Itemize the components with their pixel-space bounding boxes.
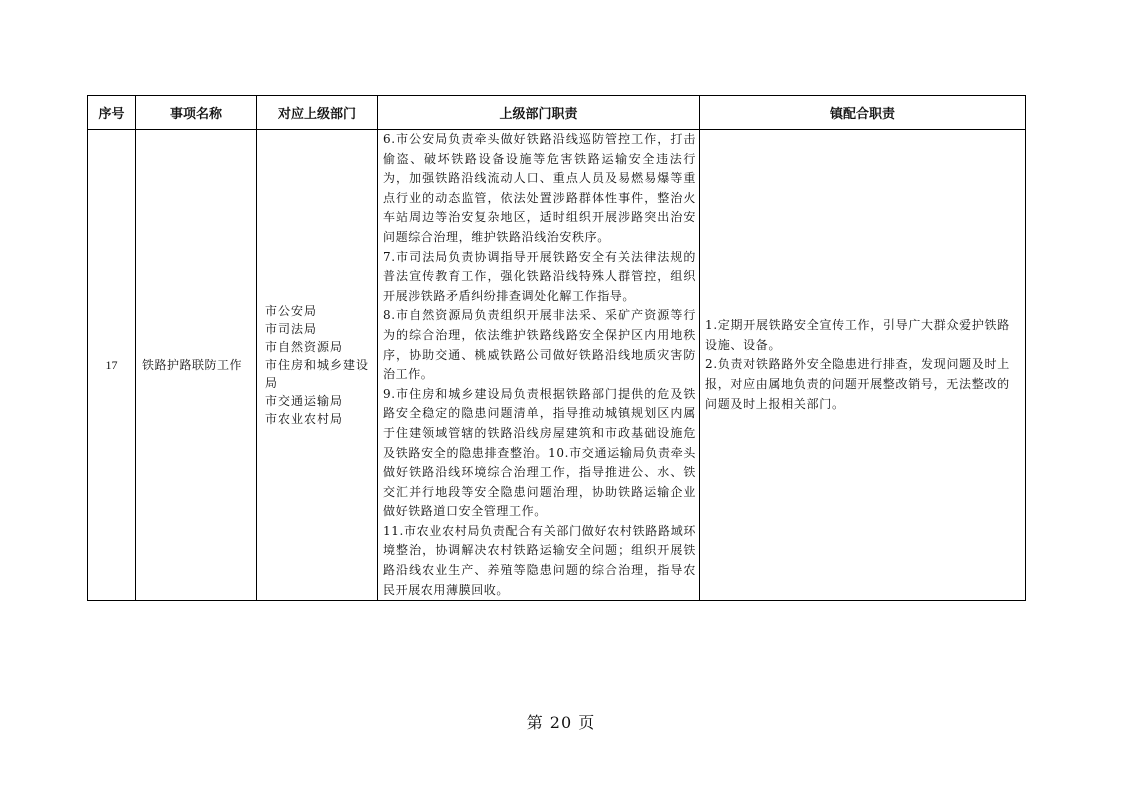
row-town-duties xyxy=(700,130,1026,601)
row-number: 17 xyxy=(88,130,136,601)
page-number: 第 20 页 xyxy=(526,713,596,732)
town-duty-paragraph: 1.定期开展铁路安全宣传工作，引导广大群众爱护铁路设施、设备。 xyxy=(705,318,1010,352)
header-superior-department: 对应上级部门 xyxy=(257,96,378,130)
department-item: 市自然资源局 xyxy=(265,340,344,355)
header-superior-duties: 上级部门职责 xyxy=(378,96,700,130)
header-item-name: 事项名称 xyxy=(136,96,257,130)
table-header-row xyxy=(88,96,1026,130)
department-item: 市住房和城乡建设局 xyxy=(265,358,370,391)
duty-paragraph: 11.市农业农村局负责配合有关部门做好农村铁路路域环境整治，协调解决农村铁路运输安全问题；组织开展铁路沿线农业生产、养殖等隐患问题的综合治理，指导农民开展农用薄膜回收。 xyxy=(383,523,696,597)
duty-paragraph: 7.市司法局负责协调指导开展铁路安全有关法律法规的普法宣传教育工作，强化铁路沿线特殊人群管控，组织开展涉铁路矛盾纠纷排查调处化解工作指导。 xyxy=(383,249,696,303)
department-item: 市司法局 xyxy=(265,322,318,337)
department-item: 市农业农村局 xyxy=(265,412,344,427)
row-departments xyxy=(257,130,378,601)
header-town-duties: 镇配合职责 xyxy=(700,96,1026,130)
department-item: 市公安局 xyxy=(265,304,318,319)
row-item-name: 铁路护路联防工作 xyxy=(136,130,257,601)
duty-paragraph: 9.市住房和城乡建设局负责根据铁路部门提供的危及铁路安全稳定的隐患问题清单，指导推动城镇规划区内属于住建领域管辖的铁路沿线房屋建筑和市政基础设施危及铁路安全的隐患排查整治。10.市交通运输局负责牵头做好铁路沿线环境综合治理工作，指导推进公、水、铁交汇并行地段等安全隐患问题治理，协助铁路运输企业做好铁路道口安全管理工作。 xyxy=(383,386,696,519)
duty-paragraph: 6.市公安局负责牵头做好铁路沿线巡防管控工作，打击偷盗、破坏铁路设备设施等危害铁路运输安全违法行为，加强铁路沿线流动人口、重点人员及易燃易爆等重点行业的动态监管，依法处置涉路群体性事件，整治火车站周边等治安复杂地区，适时组织开展涉路突出治安问题综合治理，维护铁路沿线治安秩序。 xyxy=(383,132,696,244)
department-item: 市交通运输局 xyxy=(265,394,344,409)
table-row xyxy=(88,130,1026,601)
duties-table xyxy=(87,95,1026,601)
header-number: 序号 xyxy=(88,96,136,130)
row-superior-duties xyxy=(378,130,700,601)
duty-paragraph: 8.市自然资源局负责组织开展非法采、采矿产资源等行为的综合治理，依法维护铁路线路安全保护区内用地秩序，协助交通、桃威铁路公司做好铁路沿线地质灾害防治工作。 xyxy=(383,308,696,382)
town-duty-paragraph: 2.负责对铁路路外安全隐患进行排查，发现问题及时上报，对应由属地负责的问题开展整改销号，无法整改的问题及时上报相关部门。 xyxy=(705,357,1010,411)
